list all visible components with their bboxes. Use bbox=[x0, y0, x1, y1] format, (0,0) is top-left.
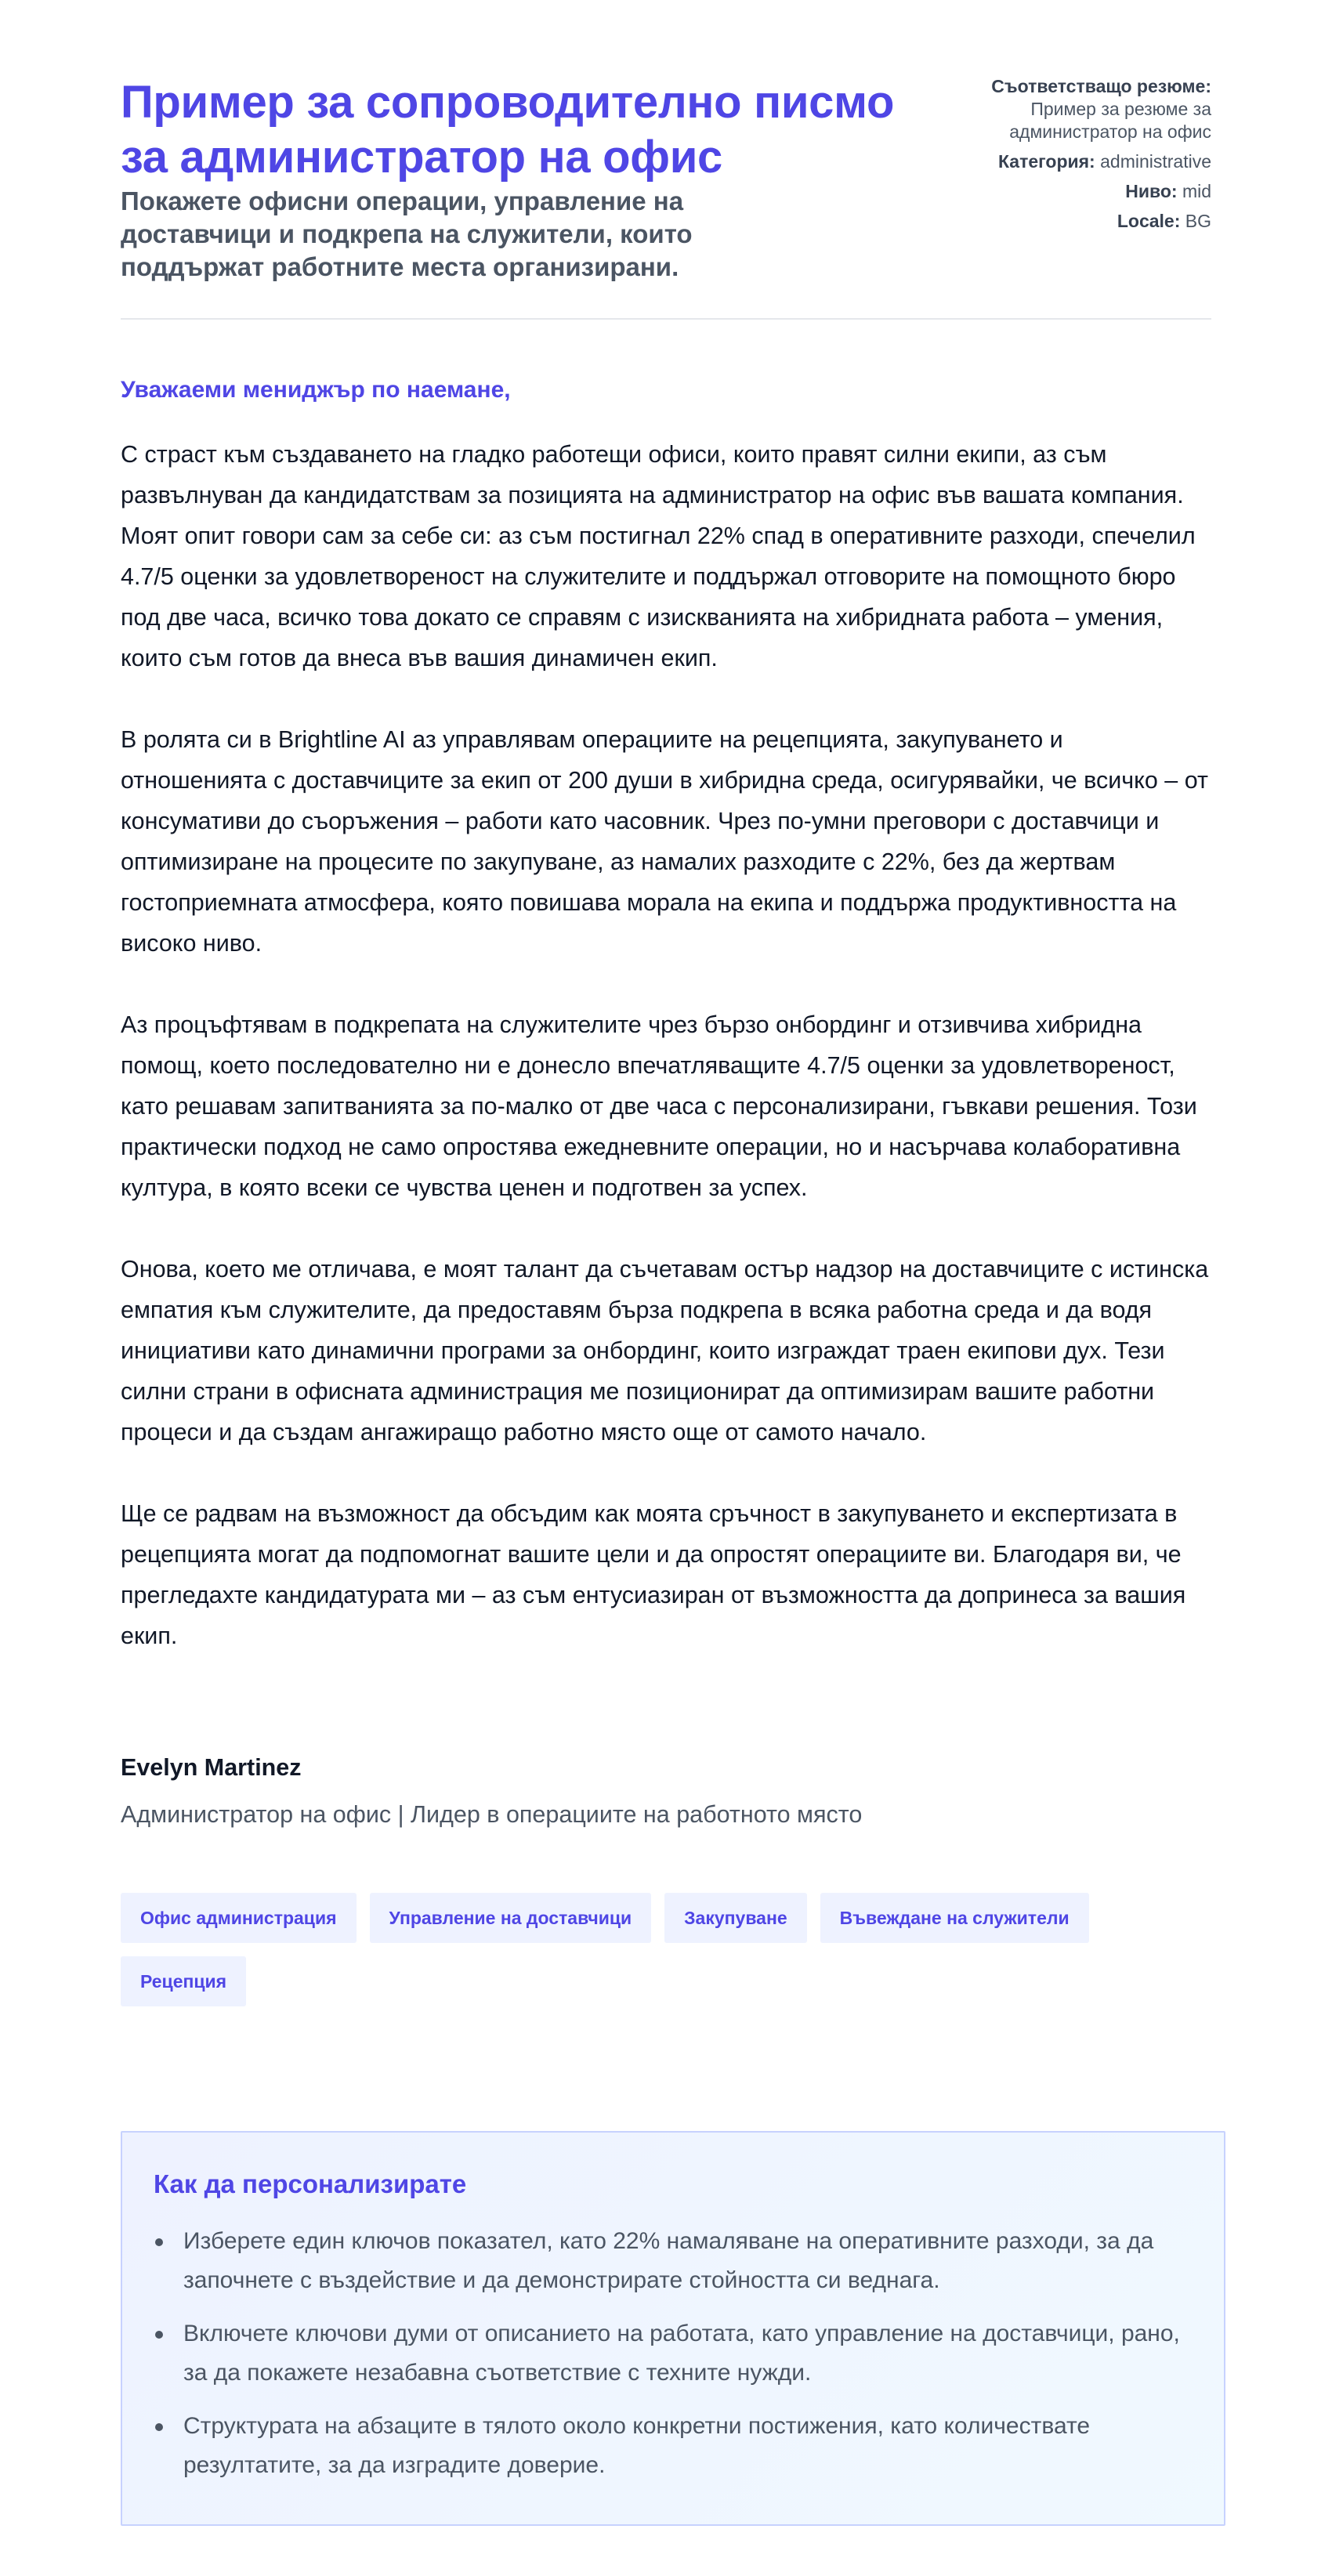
letter-paragraph: Аз процъфтявам в подкрепата на служителите чрез бързо онбординг и отзивчива хибридна помощ, което последователно ни е донесло впечатляващите 4.7/5 оценки за удовлетвореност, като решавам запитванията за по-малко от две часа с персонализирани, гъвкави решения. Този практически подход не само опростява ежедневните операции, но и насърчава колаборативна култура, в която всеки се чувства ценен и подготвен за успех. bbox=[121, 1011, 1197, 1201]
letter-paragraph: Онова, което ме отличава, е моят талант да съчетавам остър надзор на доставчиците с истинска емпатия към служителите, да предоставям бърза подкрепа в всяка работна среда и да водя инициативи като динамични програми за онбординг, които изграждат траен екипови дух. Тези силни страни в офисната администрация ме позиционират да оптимизирам вашите работни процеси и да създам ангажиращо работно място още от самото начало. bbox=[121, 1256, 1209, 1445]
meta-level-label: Ниво: bbox=[1125, 181, 1178, 201]
meta-resume-link[interactable]: Пример за резюме за администратор на офис bbox=[1009, 99, 1211, 142]
meta-level-value: mid bbox=[1182, 181, 1211, 201]
letter-greeting: Уважаеми мениджър по наемане, bbox=[121, 377, 511, 403]
tip-text: Структурата на абзаците в тялото около конкретни постижения, като количествате резултатите, за да изградите доверие. bbox=[183, 2413, 1091, 2478]
signature-name: Evelyn Martinez bbox=[121, 1754, 302, 1781]
bullet-icon bbox=[155, 2423, 163, 2431]
tip-text: Включете ключови думи от описанието на работата, като управление на доставчици, рано, за да покажете незабавна съответствие с техните нужди. bbox=[183, 2321, 1180, 2386]
bullet-icon bbox=[155, 2238, 163, 2246]
tip-item bbox=[154, 2314, 1193, 2393]
meta-resume-label: Съответстващо резюме: bbox=[991, 76, 1211, 96]
tips-list bbox=[154, 2222, 1193, 2485]
skill-tag[interactable]: Управление на доставчици bbox=[370, 1893, 652, 1943]
customize-tips-box bbox=[121, 2131, 1225, 2526]
letter-paragraph: Ще се радвам на възможност да обсъдим как моята сръчност в закупуването и експертизата в рецепцията могат да подпомогнат вашите цели и да опростят операциите ви. Благодаря ви, че прегледахте кандидатурата ми – аз съм ентусиазиран от възможността да допринеса за вашия екип. bbox=[121, 1500, 1186, 1649]
letter-body bbox=[121, 374, 1211, 1830]
meta-locale-value: BG bbox=[1185, 211, 1211, 231]
meta-locale bbox=[929, 210, 1211, 233]
tip-text: Изберете един ключов показател, като 22% намаляване на оперативните разходи, за да започнете с въздействие и да демонстрирате стойността си веднага. bbox=[183, 2228, 1154, 2293]
bullet-icon bbox=[155, 2331, 163, 2339]
meta-panel bbox=[929, 75, 1211, 240]
meta-category bbox=[929, 150, 1211, 173]
signature-role: Администратор на офис | Лидер в операциите на работното място bbox=[121, 1801, 863, 1828]
meta-resume bbox=[929, 75, 1211, 143]
tips-title: Как да персонализирате bbox=[154, 2169, 467, 2198]
letter-paragraph: С страст към създаването на гладко работещи офиси, които правят силни екипи, аз съм развълнуван да кандидатствам за позицията на администратор на офис във вашата компания. Моят опит говори сам за себе си: аз съм постигнал 22% спад в оперативните разходи, спечелил 4.7/5 оценки за удовлетвореност на служителите и поддържал отговорите на помощното бюро под две часа, всичко това докато се справям с изискванията на хибридната работа – умения, които съм готов да внеса във вашия динамичен екип. bbox=[121, 441, 1196, 671]
meta-locale-label: Locale: bbox=[1117, 211, 1181, 231]
tip-item bbox=[154, 2222, 1193, 2300]
meta-level bbox=[929, 180, 1211, 203]
page-title: Пример за сопроводително писмо за администратор на офис bbox=[121, 77, 895, 183]
skill-tags bbox=[121, 1893, 1218, 2006]
page-header bbox=[121, 0, 1211, 320]
skill-tag[interactable]: Офис администрация bbox=[121, 1893, 357, 1943]
meta-category-value: administrative bbox=[1100, 151, 1211, 172]
skill-tag[interactable]: Закупуване bbox=[664, 1893, 807, 1943]
skill-tag[interactable]: Въвеждане на служители bbox=[820, 1893, 1089, 1943]
meta-category-label: Категория: bbox=[997, 151, 1095, 172]
page-subtitle: Покажете офисни операции, управление на доставчици и подкрепа на служители, които поддържат работните места организирани. bbox=[121, 186, 693, 281]
skill-tag[interactable]: Рецепция bbox=[121, 1956, 246, 2006]
tip-item bbox=[154, 2407, 1193, 2485]
letter-paragraph: В ролята си в Brightline AI аз управлявам операциите на рецепцията, закупуването и отношенията с доставчиците за екип от 200 души в хибридна среда, осигурявайки, че всичко – от консумативи до съоръжения – работи като часовник. Чрез по-умни преговори с доставчици и оптимизиране на процесите по закупуване, аз намалих разходите с 22%, без да жертвам гостоприемната атмосфера, която повишава морала на екипа и поддържа продуктивността на високо ниво. bbox=[121, 726, 1209, 957]
